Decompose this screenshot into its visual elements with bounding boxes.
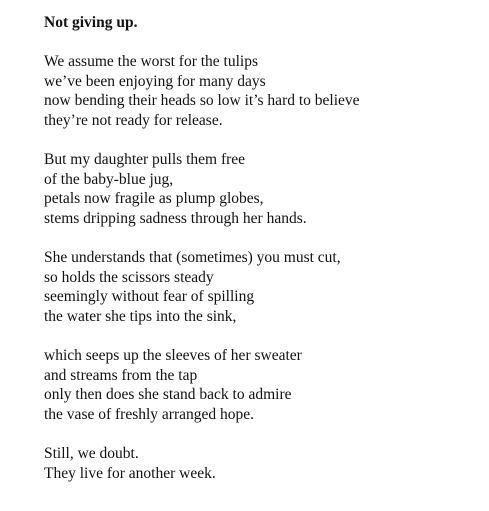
poem-title: Not giving up. [44,14,138,31]
poem-line: Still, we doubt. [44,445,139,463]
stanza-4 [44,346,474,424]
poem-line: seemingly without fear of spilling [44,288,255,306]
stanza-5 [44,444,474,483]
poem-line: so holds the scissors steady [44,268,214,286]
stanza-2 [44,150,474,228]
poem-line: now bending their heads so low it’s hard to believe [44,92,360,110]
poem-line: the vase of freshly arranged hope. [44,405,255,423]
poem-line: But my daughter pulls them free [44,151,246,169]
poem-line: they’re not ready for release. [44,111,223,129]
poem [44,13,474,503]
poem-line: of the baby-blue jug, [44,170,174,188]
poem-line: They live for another week. [44,464,216,482]
poem-line: which seeps up the sleeves of her sweater [44,347,302,365]
poem-line: petals now fragile as plump globes, [44,190,264,208]
poem-line: stems dripping sadness through her hands. [44,209,307,227]
poem-line: She understands that (sometimes) you must cut, [44,249,341,267]
poem-line: the water she tips into the sink, [44,307,237,325]
poem-line: We assume the worst for the tulips [44,53,258,71]
poem-line: only then does she stand back to admire [44,386,292,404]
stanza-1 [44,52,474,130]
poem-line: we’ve been enjoying for many days [44,72,266,90]
poem-line: and streams from the tap [44,366,198,384]
stanza-3 [44,248,474,326]
